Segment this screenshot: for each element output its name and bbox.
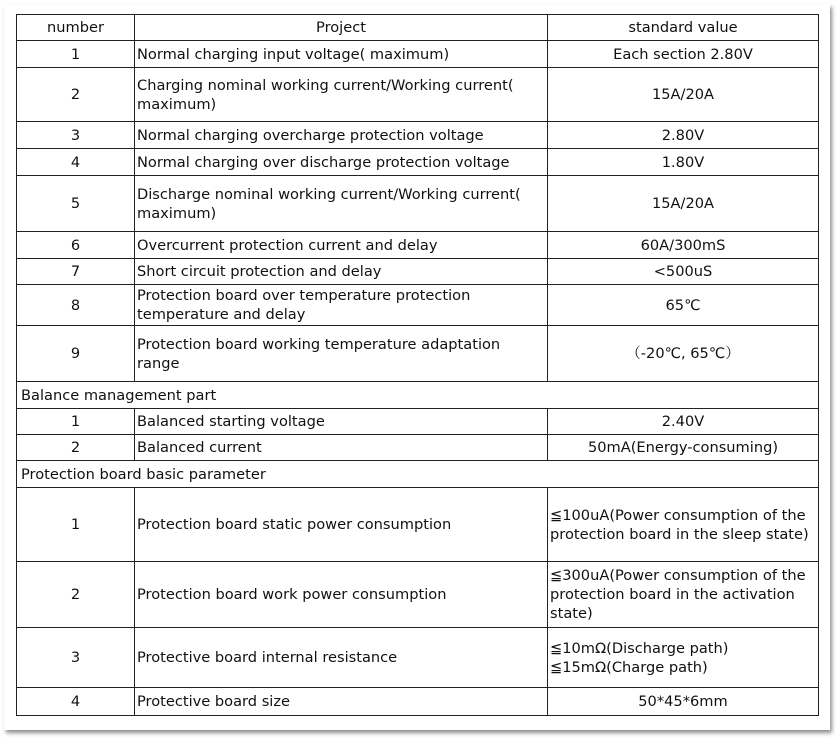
header-standard-value: standard value [548, 15, 819, 41]
row-project: Short circuit protection and delay [135, 259, 548, 285]
row-number: 1 [17, 488, 135, 562]
row-value [548, 628, 819, 688]
row-value: 2.40V [548, 409, 819, 435]
section-title-basic: Protection board basic parameter [17, 461, 819, 488]
table-row [17, 68, 819, 122]
row-project: Protection board work power consumption [135, 562, 548, 628]
section-title-balance: Balance management part [17, 382, 819, 409]
table-row [17, 435, 819, 461]
row-project: Protective board size [135, 688, 548, 716]
table-row [17, 326, 819, 382]
row-project: Charging nominal working current/Working current( maximum) [135, 68, 548, 122]
row-project: Protection board static power consumption [135, 488, 548, 562]
row-project: Overcurrent protection current and delay [135, 232, 548, 259]
row-project: Normal charging overcharge protection voltage [135, 122, 548, 149]
row-value: <500uS [548, 259, 819, 285]
row-number: 1 [17, 409, 135, 435]
table-row [17, 562, 819, 628]
table-row [17, 176, 819, 232]
row-number: 2 [17, 562, 135, 628]
row-number: 3 [17, 628, 135, 688]
table-row [17, 688, 819, 716]
table-row [17, 259, 819, 285]
row-number: 9 [17, 326, 135, 382]
table-row [17, 41, 819, 68]
table-row [17, 488, 819, 562]
row-number: 4 [17, 149, 135, 176]
row-value: 1.80V [548, 149, 819, 176]
row-value: （-20℃, 65℃） [548, 326, 819, 382]
table-row [17, 122, 819, 149]
header-project: Project [135, 15, 548, 41]
row-value: ≦300uA(Power consumption of the protection board in the activation state) [548, 562, 819, 628]
table-row [17, 149, 819, 176]
row-number: 3 [17, 122, 135, 149]
row-number: 1 [17, 41, 135, 68]
row-project: Normal charging input voltage( maximum) [135, 41, 548, 68]
value-line-charge: ≦15mΩ(Charge path) [550, 658, 708, 676]
row-value: 65℃ [548, 285, 819, 326]
row-value: ≦100uA(Power consumption of the protection board in the sleep state) [548, 488, 819, 562]
row-value: 50*45*6mm [548, 688, 819, 716]
row-number: 7 [17, 259, 135, 285]
section-row-balance [17, 382, 819, 409]
row-number: 8 [17, 285, 135, 326]
row-value: 2.80V [548, 122, 819, 149]
row-number: 6 [17, 232, 135, 259]
row-number: 2 [17, 68, 135, 122]
row-number: 2 [17, 435, 135, 461]
row-value: Each section 2.80V [548, 41, 819, 68]
header-number: number [17, 15, 135, 41]
table-row [17, 232, 819, 259]
row-value: 50mA(Energy-consuming) [548, 435, 819, 461]
row-number: 5 [17, 176, 135, 232]
section-row-basic [17, 461, 819, 488]
table-row [17, 409, 819, 435]
row-project: Balanced current [135, 435, 548, 461]
spec-table [16, 14, 819, 716]
row-project: Discharge nominal working current/Working current( maximum) [135, 176, 548, 232]
row-project: Normal charging over discharge protection voltage [135, 149, 548, 176]
row-project: Protection board over temperature protection temperature and delay [135, 285, 548, 326]
row-project: Protection board working temperature adaptation range [135, 326, 548, 382]
row-value: 15A/20A [548, 176, 819, 232]
row-project: Balanced starting voltage [135, 409, 548, 435]
value-line-discharge: ≦10mΩ(Discharge path) [550, 639, 729, 657]
row-value: 15A/20A [548, 68, 819, 122]
row-value: 60A/300mS [548, 232, 819, 259]
table-row [17, 628, 819, 688]
row-number: 4 [17, 688, 135, 716]
row-project: Protective board internal resistance [135, 628, 548, 688]
table-row [17, 285, 819, 326]
header-row [17, 15, 819, 41]
